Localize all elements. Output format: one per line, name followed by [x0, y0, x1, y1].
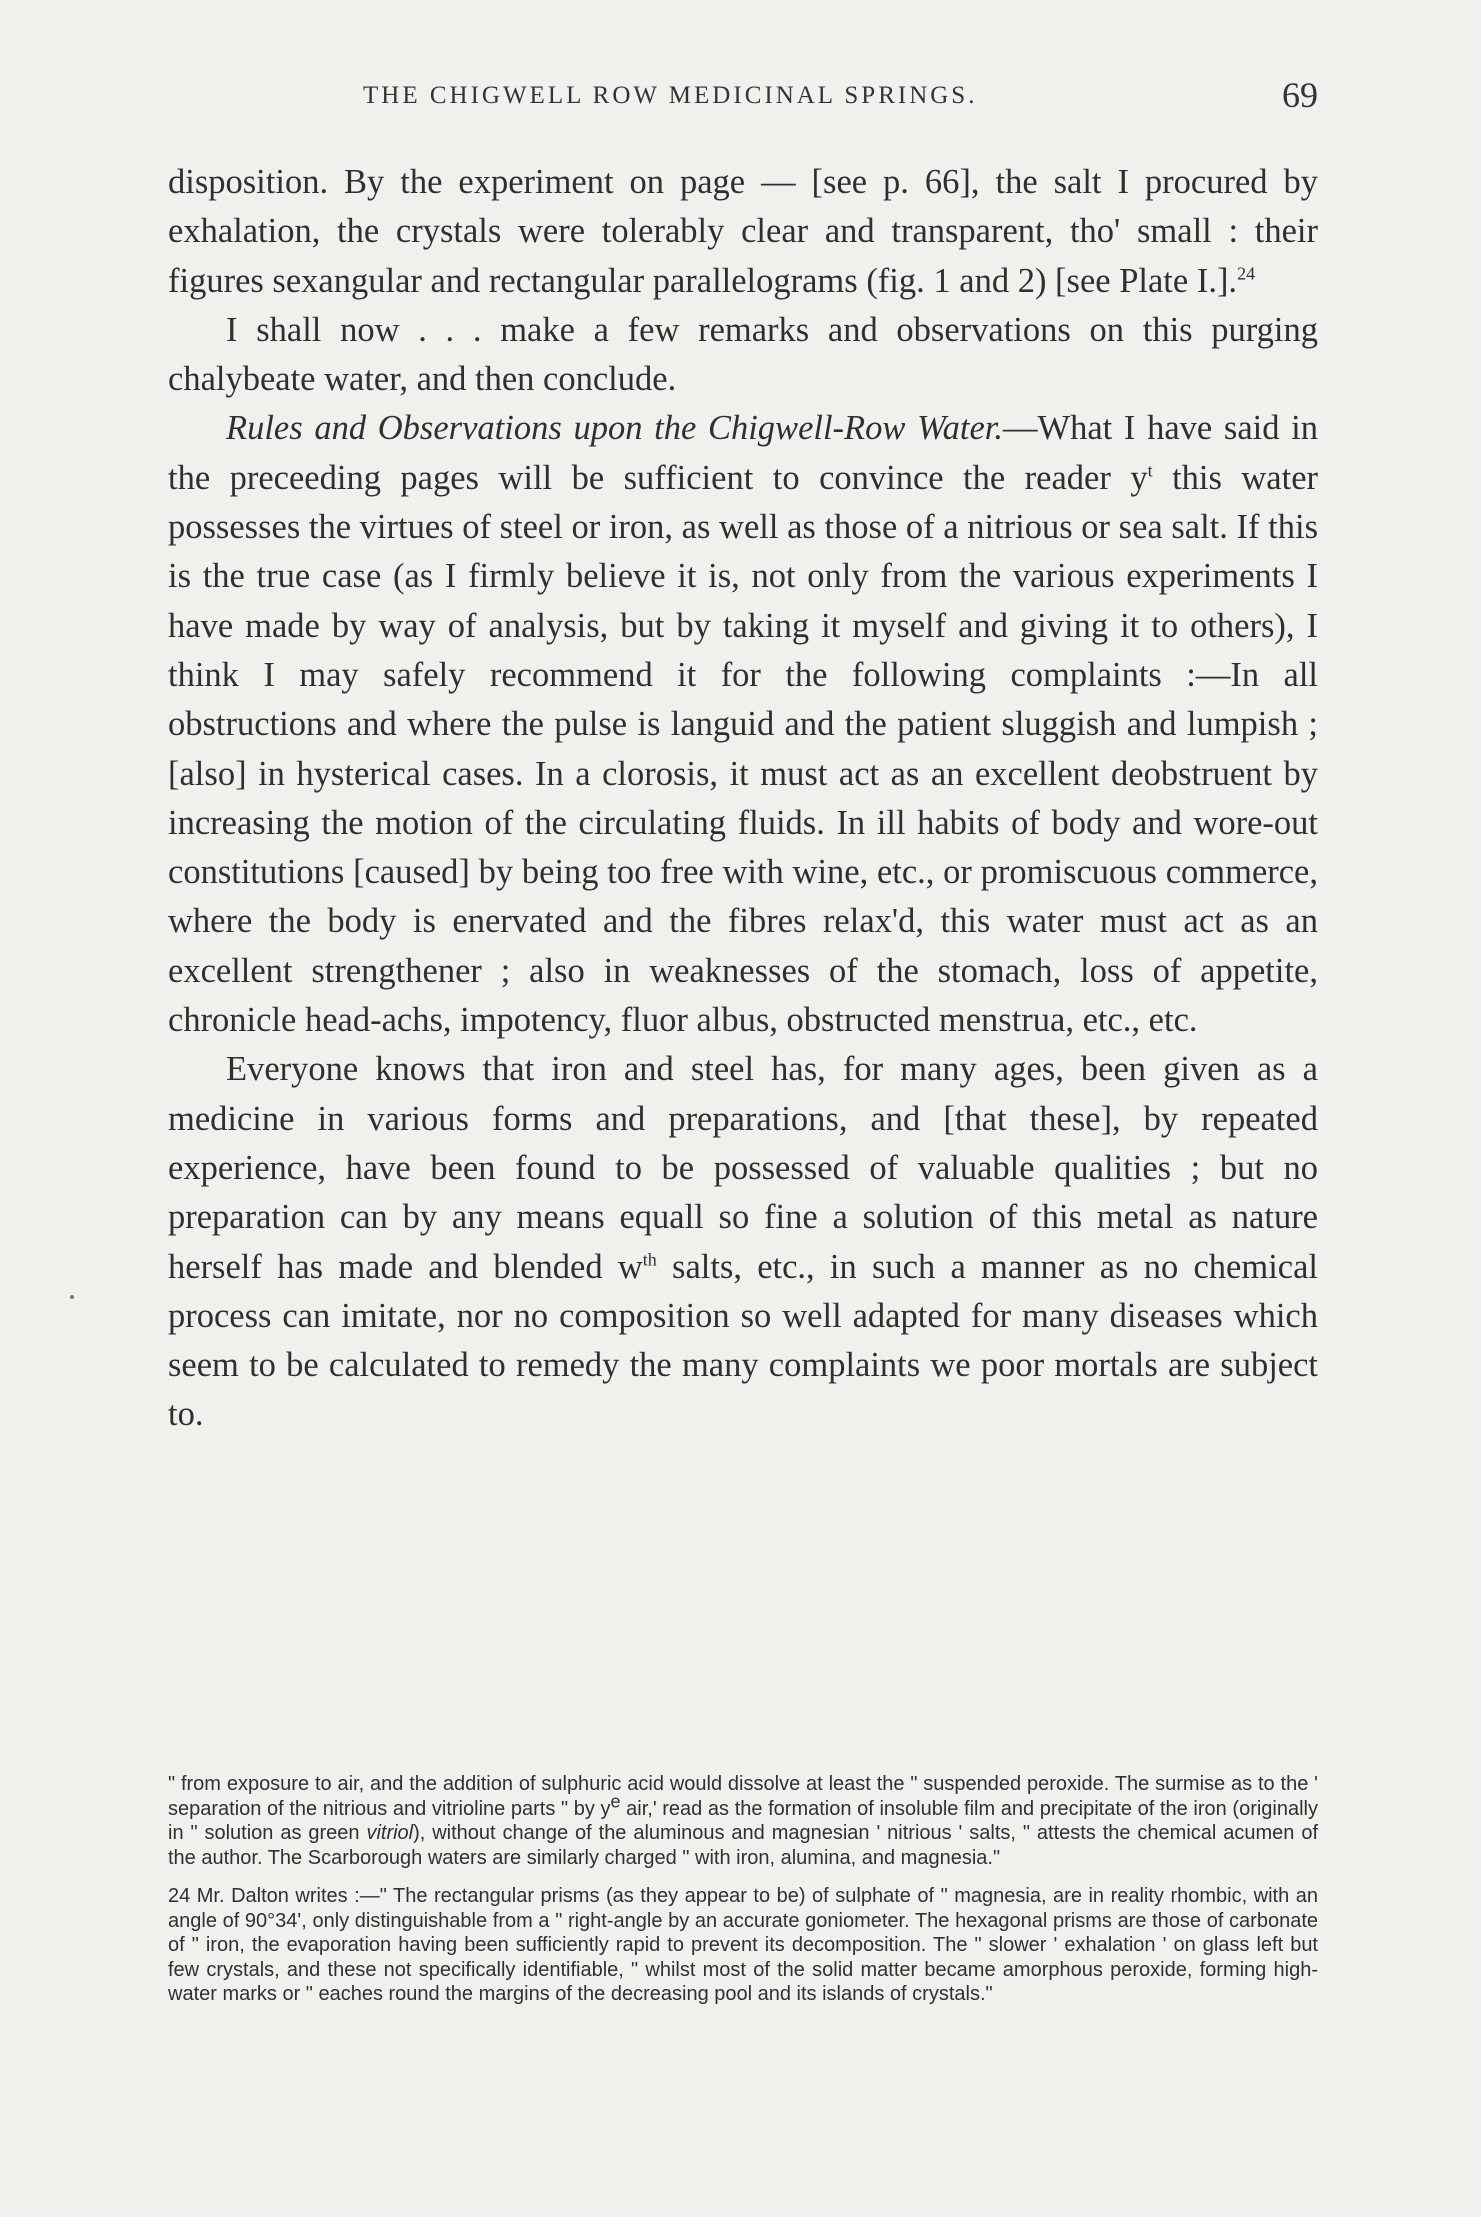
footnote-24: 24 Mr. Dalton writes :—" The rectangular prisms (as they appear to be) of sulphate of " magnesia, are in reality rhombic, with an angle of 90°34', only distinguishable from a " right-angle by an accurate goniometer. The hexagonal prisms are those of carbonate of " iron, the evaporation having been sufficiently rapid to prevent its decomposition. The " slower ' exhalation ' on glass left but few crystals, and these not specifically identifiable, " whilst most of the solid matter became amorphous peroxide, forming high-water marks or " eaches round the margins of the decreasing pool and its islands of crystals." — [168, 1885, 1318, 2005]
superscript-e: e — [610, 1790, 621, 1811]
paragraph-4-text-b: salts, etc., in such a manner as no chemical process can imitate, nor no composition so well adapted for many diseases which seem to be calculated to remedy the many complaints we poor mortals are subject to. — [168, 1247, 1318, 1434]
footnote-1-italic: vitriol — [366, 1822, 414, 1844]
running-head — [168, 75, 1318, 132]
footnote-1-text-c: ), without change of the aluminous and magnesian ' nitrious ' salts, " attests the chemical acumen of the author. The Scarborough waters are similarly charged " with iron, alumina, and magnesia." — [168, 1822, 1318, 1869]
print-speck — [70, 1295, 74, 1299]
footnote-1-text-b: air,' read as the formation of insoluble film and precipitate of the iron (originally in " solution as green — [168, 1797, 1318, 1844]
paragraph-2: I shall now . . . make a few remarks and observations on this purging chalybeate water, and then conclude. — [168, 310, 1318, 399]
paragraph-1-text: disposition. By the experiment on page — [see p. 66], the salt I procured by exhalation, the crystals were tolerably clear and transparent, tho' small : their figures sexangular and rectangular parallelograms (fig. 1 and 2) [see Plate I.]. — [168, 163, 1318, 300]
footnote-1-text-a: " from exposure to air, and the addition of sulphuric acid would dissolve at least the " suspended peroxide. The surmise as to the ' separation of the nitrious and vitrioline parts " by y — [168, 1773, 1318, 1820]
footnotes — [168, 1772, 1318, 2021]
paragraph-3-text-b: this water possesses the virtues of steel or iron, as well as those of a nitrious or sea salt. If this is the true case (as I firmly believe it is, not only from the various experiments I have made by way of analysis, but by taking it myself and giving it to others), I think I may safely recommend it for the following complaints :—In all obstructions and where the pulse is languid and the patient sluggish and lumpish ; [also] in hysterical cases. In a clorosis, it must act as an excellent deobstruent by increasing the motion of the circulating fluids. In ill habits of body and wore-out constitutions [caused] by being too free with wine, etc., or promiscuous commerce, where the body is enervated and the fibres relax'd, this water must act as an excellent strengthener ; also in weaknesses of the stomach, loss of appetite, chronicle head-achs, impotency, fluor albus, obstructed menstrua, etc., etc. — [168, 458, 1318, 1040]
page-number: 69 — [1282, 75, 1318, 115]
paragraph-3-text-a: —What I have said in the preceeding pages will be sufficient to convince the reader y — [168, 409, 1318, 497]
paragraph-4-text-a: Everyone knows that iron and steel has, for many ages, been given as a medicine in various forms and preparations, and [that these], by repeated experience, have been found to be possessed of valuable qualities ; but no preparation can by any means equall so fine a solution of this metal as nature herself has made and blended w — [168, 1050, 1318, 1286]
body-text — [168, 158, 1318, 1440]
paragraph-1 — [168, 158, 1318, 306]
paragraph-4 — [168, 1045, 1318, 1439]
superscript-t: t — [1147, 460, 1153, 481]
superscript-th: th — [642, 1249, 657, 1270]
paragraph-3 — [168, 404, 1318, 1045]
footnote-ref-24: 24 — [1237, 263, 1256, 284]
section-heading: Rules and Observations upon the Chigwell-Row Water. — [226, 409, 1004, 448]
footnote-continuation — [168, 1772, 1318, 1870]
running-title: THE CHIGWELL ROW MEDICINAL SPRINGS. — [363, 82, 978, 109]
